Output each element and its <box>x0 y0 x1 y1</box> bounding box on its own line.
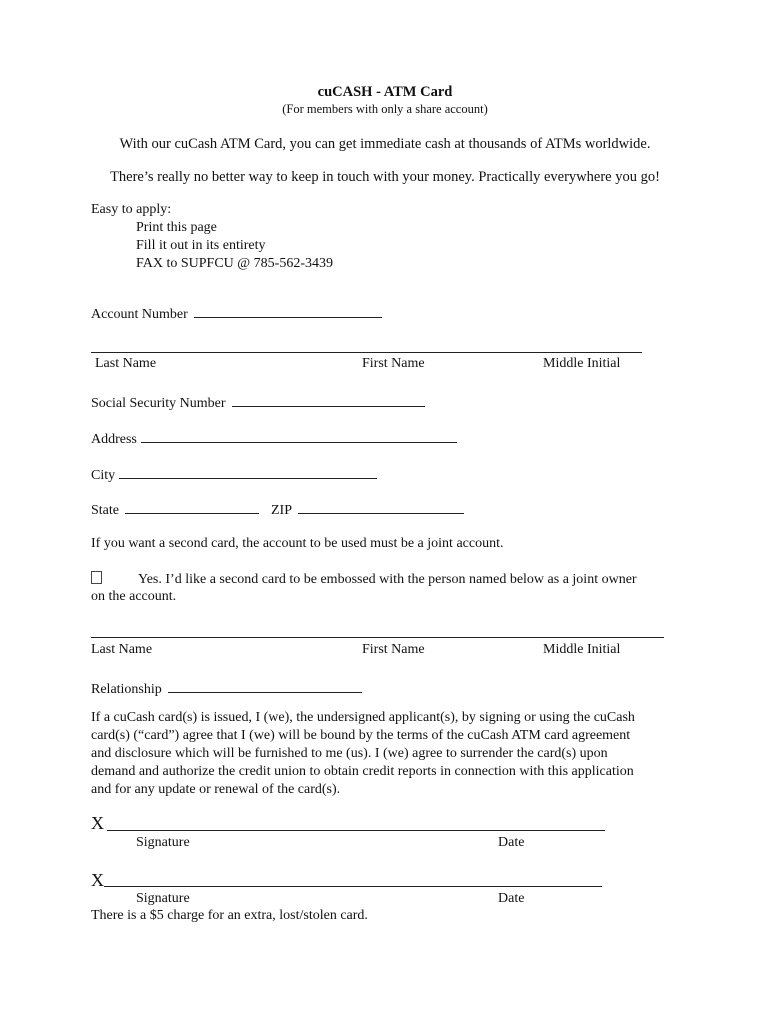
agreement-line: and disclosure which will be furnished to me (us). I (we) agree to surrender the card(s) upon <box>91 746 608 761</box>
agreement-line: demand and authorize the credit union to obtain credit reports in connection with this application <box>91 764 634 779</box>
second-card-checkbox-text-cont: on the account. <box>91 589 177 604</box>
intro-line-2: There’s really no better way to keep in touch with your money. Practically everywhere you go! <box>110 169 660 185</box>
signature-label: Signature <box>136 891 190 906</box>
signature-x-mark: X <box>91 813 104 833</box>
second-card-checkbox-row <box>91 571 637 589</box>
second-card-note: If you want a second card, the account to be used must be a joint account. <box>91 536 504 551</box>
signature-x-mark: X <box>91 870 104 890</box>
city-line[interactable] <box>119 464 377 479</box>
account-number-line[interactable] <box>194 303 382 318</box>
form-subtitle: (For members with only a share account) <box>282 102 488 116</box>
agreement-line: If a cuCash card(s) is issued, I (we), the undersigned applicant(s), by signing or using the cuCash <box>91 710 635 725</box>
zip-field[interactable] <box>271 499 464 520</box>
apply-heading: Easy to apply: <box>91 202 172 217</box>
date-label: Date <box>498 891 525 906</box>
agreement-line: and for any update or renewal of the card(s). <box>91 782 341 797</box>
state-field[interactable] <box>91 499 259 520</box>
ssn-label: Social Security Number <box>91 396 226 411</box>
relationship-line[interactable] <box>168 678 362 693</box>
city-field[interactable] <box>91 464 377 485</box>
intro-line-1: With our cuCash ATM Card, you can get immediate cash at thousands of ATMs worldwide. <box>119 136 651 152</box>
apply-step: Print this page <box>136 220 217 235</box>
zip-label: ZIP <box>271 503 292 518</box>
joint-first-name-label: First Name <box>362 642 425 657</box>
city-label: City <box>91 468 116 483</box>
footer-note: There is a $5 charge for an extra, lost/stolen card. <box>91 908 368 923</box>
address-line[interactable] <box>141 428 457 443</box>
relationship-field[interactable] <box>91 678 362 699</box>
relationship-label: Relationship <box>91 682 162 697</box>
second-card-checkbox-text: Yes. I’d like a second card to be embossed with the person named below as a joint owner <box>138 572 637 587</box>
middle-initial-label: Middle Initial <box>543 356 621 371</box>
signature-label: Signature <box>136 835 190 850</box>
apply-step: FAX to SUPFCU @ 785-562-3439 <box>136 256 333 271</box>
applicant-name-line[interactable] <box>91 352 642 353</box>
zip-line[interactable] <box>298 499 464 514</box>
agreement-line: card(s) (“card”) agree that I (we) will be bound by the terms of the cuCash ATM card agreement <box>91 728 631 743</box>
state-label: State <box>91 503 119 518</box>
joint-owner-name-line[interactable] <box>91 637 664 638</box>
address-label: Address <box>91 432 137 447</box>
first-name-label: First Name <box>362 356 425 371</box>
state-line[interactable] <box>125 499 259 514</box>
joint-middle-initial-label: Middle Initial <box>543 642 621 657</box>
form-title: cuCASH - ATM Card <box>317 84 453 100</box>
address-field[interactable] <box>91 428 457 449</box>
last-name-label: Last Name <box>95 356 157 371</box>
signature-line-2[interactable] <box>104 886 602 887</box>
account-number-label: Account Number <box>91 307 188 322</box>
apply-step: Fill it out in its entirety <box>136 238 266 253</box>
ssn-field[interactable] <box>91 392 425 413</box>
ssn-line[interactable] <box>232 392 425 407</box>
date-label: Date <box>498 835 525 850</box>
signature-line-1[interactable] <box>107 830 605 831</box>
joint-last-name-label: Last Name <box>91 642 153 657</box>
account-number-field[interactable] <box>91 303 382 324</box>
second-card-checkbox[interactable] <box>91 571 102 584</box>
